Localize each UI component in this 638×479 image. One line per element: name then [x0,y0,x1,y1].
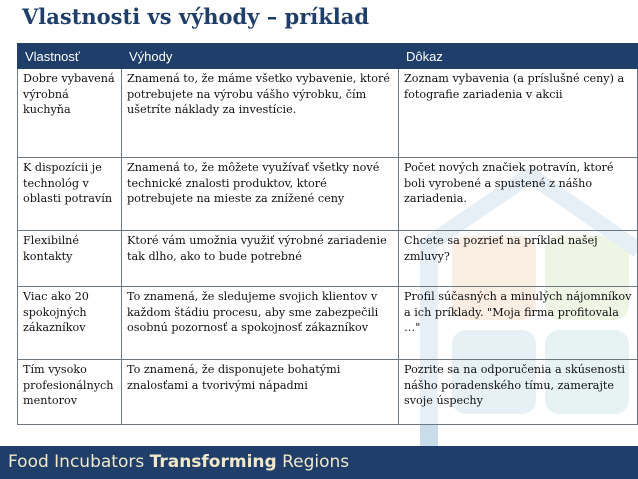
column-header-proof: Dôkaz [399,44,638,69]
footer-part-food-incubators: Food Incubators [8,452,145,472]
table-row [18,231,638,287]
cell-proof: Profil súčasných a minulých nájomníkov a ich príklady. "Moja firma profitovala …" [399,287,638,360]
table-header-row [18,44,638,69]
cell-proof: Počet nových značiek potravín, ktoré boli vyrobené a spustené z nášho zariadenia. [399,158,638,231]
table-row [18,158,638,231]
footer-part-transforming: Transforming [149,452,277,472]
cell-feature: Tím vysoko profesionálnych mentorov [18,360,122,425]
table-row [18,360,638,425]
cell-proof: Pozrite sa na odporučenia a skúsenosti nášho poradenského tímu, zamerajte svoje úspechy [399,360,638,425]
footer-tagline [8,452,349,472]
cell-benefit: Znamená to, že máme všetko vybavenie, ktoré potrebujete na výrobu vášho výrobku, čím ušetríte náklady za investície. [122,69,399,158]
column-header-feature: Vlastnosť [18,44,122,69]
cell-proof: Zoznam vybavenia (a príslušné ceny) a fotografie zariadenia v akcii [399,69,638,158]
cell-feature: Dobre vybavená výrobná kuchyňa [18,69,122,158]
cell-benefit: Ktoré vám umožnia využiť výrobné zariadenie tak dlho, ako to bude potrebné [122,231,399,287]
table-row [18,287,638,360]
cell-benefit: To znamená, že sledujeme svojich klientov v každom štádiu procesu, aby sme zabezpečili osobnú pozornosť a spokojnosť zákazníkov [122,287,399,360]
cell-benefit: To znamená, že disponujete bohatými znalosťami a tvorivými nápadmi [122,360,399,425]
footer-banner [0,446,638,479]
footer-part-regions: Regions [282,452,350,472]
table-row [18,69,638,158]
cell-proof: Chcete sa pozrieť na príklad našej zmluvy? [399,231,638,287]
cell-feature: Viac ako 20 spokojných zákazníkov [18,287,122,360]
cell-feature: K dispozícii je technológ v oblasti potravín [18,158,122,231]
slide-title: Vlastnosti vs výhody – príklad [22,4,370,29]
features-benefits-table [17,43,638,425]
cell-feature: Flexibilné kontakty [18,231,122,287]
cell-benefit: Znamená to, že môžete využívať všetky nové technické znalosti produktov, ktoré potrebujete na mieste za znížené ceny [122,158,399,231]
column-header-benefits: Výhody [122,44,399,69]
